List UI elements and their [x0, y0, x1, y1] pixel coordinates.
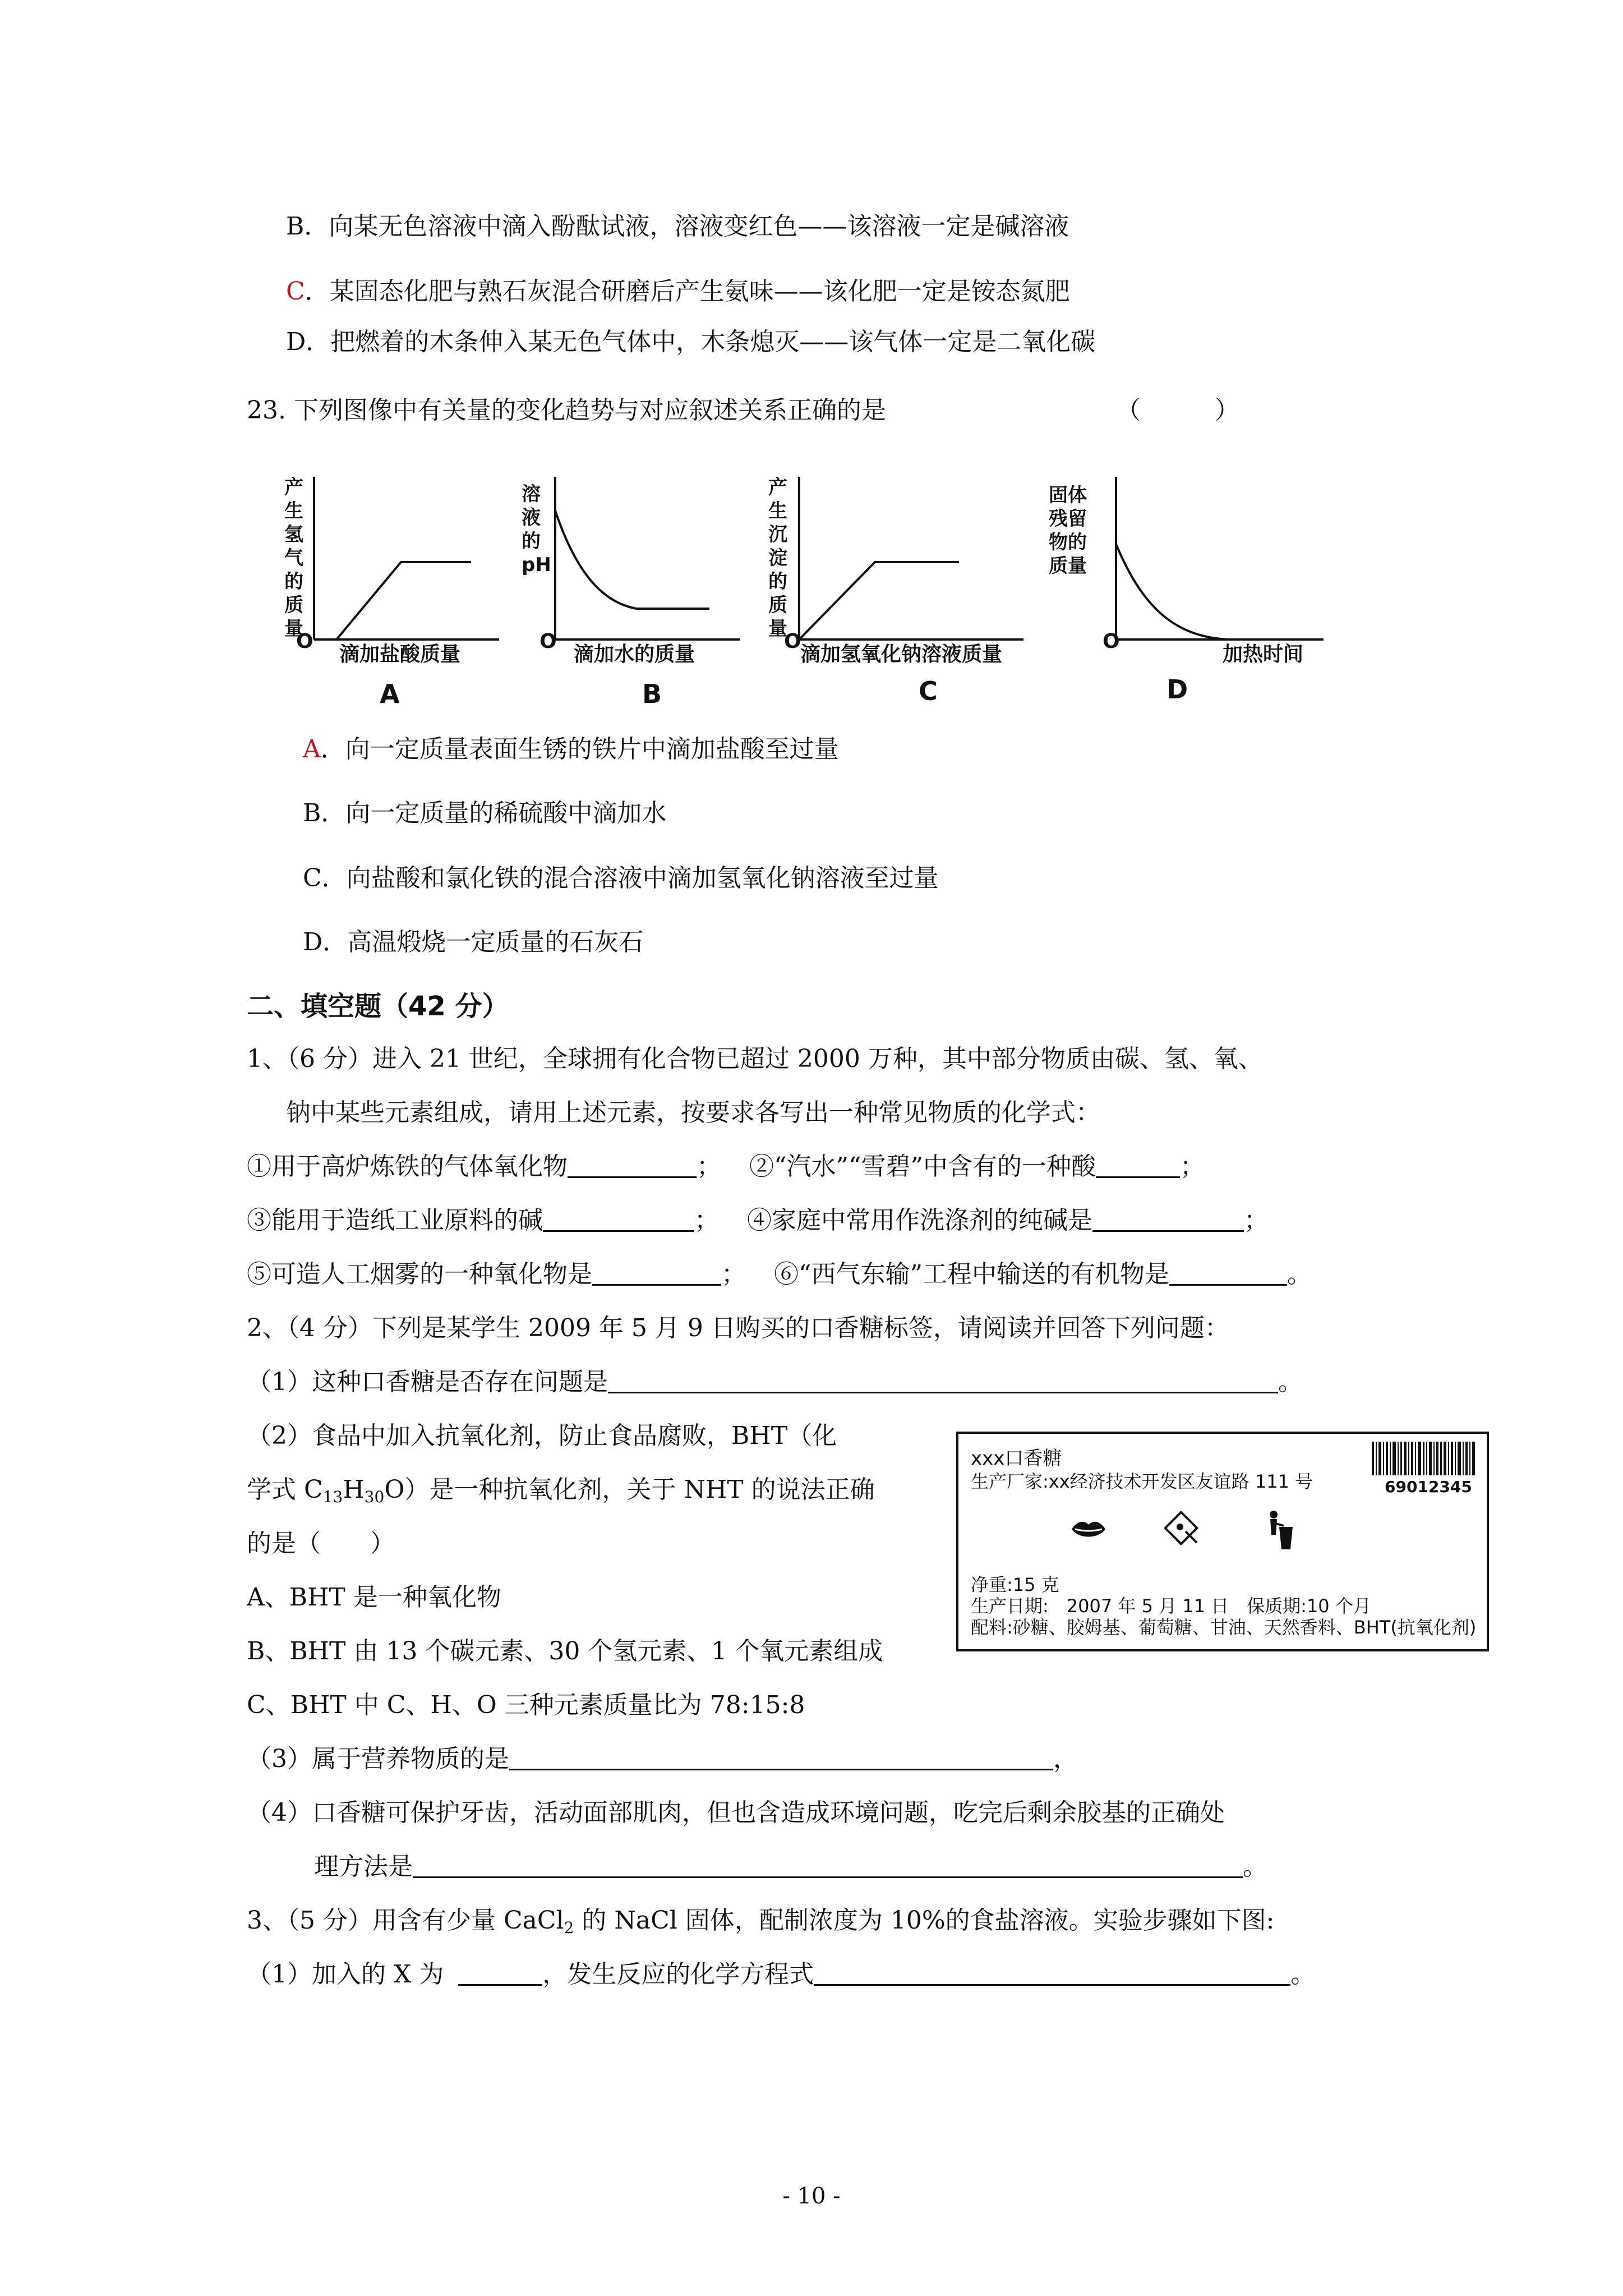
- q1-line2: 钠中某些元素组成，请用上述元素，按要求各写出一种常见物质的化学式：: [286, 1098, 1100, 1127]
- q23-option-d: D．高温煅烧一定质量的石灰石: [303, 928, 644, 956]
- graph-a-y-label: 产生氢气的质量: [284, 476, 303, 640]
- gum-label: [956, 1432, 1489, 1651]
- q2-sub1-end: 。: [1278, 1368, 1303, 1396]
- gum-label-barcode-number: 69012345: [1385, 1478, 1472, 1496]
- q1-end: 。: [1287, 1260, 1312, 1289]
- q23-option-a: [303, 735, 839, 765]
- q2-sub4-line1: （4）口香糖可保护牙齿，活动面部肌肉，但也含造成环境问题，吃完后剩余胶基的正确处: [247, 1798, 1225, 1827]
- q2-option-c: C、BHT 中 C、H、O 三种元素质量比为 78:15:8: [247, 1691, 805, 1719]
- q1-semi5: ；: [721, 1260, 746, 1289]
- q1-item5: ⑤可造人工烟雾的一种氧化物是: [247, 1260, 592, 1289]
- graph-d-x-label: 加热时间: [1223, 643, 1304, 666]
- q1-semi2: ；: [1179, 1152, 1205, 1181]
- graph-c-y-label: 产生沉淀的质量: [768, 476, 787, 640]
- graph-d-y-label: 固体残留物的质量: [1049, 484, 1087, 577]
- q2-sub2-line2-rest: O）是一种抗氧化剂，关于 NHT 的说法正确: [384, 1475, 875, 1504]
- q1-item1: ①用于高炉炼铁的气体氧化物: [247, 1152, 568, 1181]
- graph-b-y-label: 溶液的pH: [522, 483, 551, 576]
- q3-line1-sub: 2: [564, 1918, 574, 1937]
- graph-a-letter: A: [380, 679, 400, 709]
- lips-icon: [1071, 1518, 1106, 1540]
- graph-b-x-label: 滴加水的质量: [574, 643, 695, 666]
- q2-sub4-line2: [314, 1852, 1267, 1882]
- q3-line1-post: 的 NaCl 固体，配制浓度为 10%的食盐溶液。实验步骤如下图:: [574, 1906, 1275, 1935]
- q2-option-a: A、BHT 是一种氧化物: [247, 1583, 501, 1612]
- graph-d-letter: D: [1166, 674, 1188, 705]
- q1-blank6[interactable]: [1169, 1262, 1287, 1286]
- q1-item4: ④家庭中常用作洗涤剂的纯碱是: [747, 1206, 1092, 1235]
- section-heading: 二、填空题（42 分）: [247, 991, 509, 1022]
- q2-sub1-text: （1）这种口香糖是否存在问题是: [247, 1368, 608, 1396]
- q23-option-a-text: ．向一定质量表面生锈的铁片中滴加盐酸至过量: [320, 735, 839, 763]
- graph-c-origin: O: [784, 630, 801, 653]
- q3-sub1-text: （1）加入的 X 为: [247, 1960, 444, 1989]
- gum-label-weight: 净重:15 克: [971, 1574, 1059, 1595]
- q22-option-c-letter: C: [286, 277, 305, 306]
- q3-sub1-text2: ，发生反应的化学方程式: [542, 1960, 814, 1989]
- formula-h: H: [343, 1475, 365, 1504]
- graph-a-x-label: 滴加盐酸质量: [339, 643, 461, 666]
- q1-blank5[interactable]: [592, 1262, 721, 1286]
- q2-sub2-line2: [247, 1475, 875, 1507]
- graph-c: [760, 471, 1040, 707]
- q1-row2: [247, 1206, 1269, 1236]
- graph-c-letter: C: [919, 676, 938, 706]
- q22-option-c-text: ．某固态化肥与熟石灰混合研磨后产生氨味——该化肥一定是铵态氮肥: [305, 277, 1070, 306]
- q22-option-d: D．把燃着的木条伸入某无色气体中，木条熄灭——该气体一定是二氧化碳: [286, 328, 1096, 356]
- q23-stem: 23. 下列图像中有关量的变化趋势与对应叙述关系正确的是: [247, 396, 886, 425]
- q2-sub3-end: ，: [1053, 1745, 1078, 1773]
- q23-option-a-letter: A: [303, 735, 321, 763]
- formula-sub-30: 30: [364, 1488, 385, 1506]
- gum-label-ingredients: 配料:砂糖、胶姆基、葡萄糖、甘油、天然香料、BHT(抗氧化剂): [971, 1617, 1477, 1638]
- q2-sub1: [247, 1368, 1303, 1397]
- q1-line1: 1、（6 分）进入 21 世纪，全球拥有化合物已超过 2000 万种，其中部分物质由碳、氢、氧、: [247, 1045, 1263, 1073]
- q2-sub2-line1: （2）食品中加入抗氧化剂，防止食品腐败，BHT（化: [247, 1421, 837, 1450]
- q22-option-b: B．向某无色溶液中滴入酚酞试液，溶液变红色——该溶液一定是碱溶液: [286, 212, 1069, 241]
- q3-sub1-end: 。: [1290, 1960, 1316, 1989]
- graph-a: [275, 471, 510, 707]
- q2-blank1[interactable]: [608, 1369, 1278, 1393]
- q23-option-c: C．向盐酸和氯化铁的混合溶液中滴加氢氧化钠溶液至过量: [303, 864, 939, 892]
- q2-sub3-text: （3）属于营养物质的是: [247, 1745, 509, 1773]
- q2-sub3: [247, 1745, 1078, 1774]
- q2-blank4[interactable]: [413, 1854, 1243, 1878]
- q2-option-b: B、BHT 由 13 个碳元素、30 个氢元素、1 个氧元素组成: [247, 1637, 883, 1665]
- barcode-icon: [1371, 1442, 1477, 1475]
- q1-blank2[interactable]: [1096, 1154, 1180, 1178]
- graph-b-letter: B: [642, 679, 662, 709]
- q1-row3: [247, 1260, 1312, 1290]
- q1-blank4[interactable]: [1092, 1208, 1244, 1232]
- q1-semi3: ；: [694, 1206, 719, 1235]
- q1-semi4: ；: [1244, 1206, 1269, 1235]
- q3-sub1: [247, 1960, 1315, 1990]
- graph-c-x-label: 滴加氢氧化钠溶液质量: [800, 643, 1003, 666]
- q1-item6: ⑥“西气东输”工程中输送的有机物是: [774, 1260, 1169, 1289]
- q23-option-b: B．向一定质量的稀硫酸中滴加水: [303, 799, 667, 827]
- q2-line1: 2、（4 分）下列是某学生 2009 年 5 月 9 日购买的口香糖标签，请阅读并回答下列问题：: [247, 1314, 1229, 1342]
- q23-answer-paren: （ ）: [1116, 396, 1239, 425]
- q1-item3: ③能用于造纸工业原料的碱: [247, 1206, 543, 1235]
- q2-sub4-text: 理方法是: [314, 1852, 413, 1881]
- formula-c: 学式 C: [247, 1475, 323, 1504]
- graph-b-origin: O: [540, 630, 557, 653]
- gum-label-maker: 生产厂家:xx经济技术开发区友谊路 111 号: [971, 1471, 1313, 1492]
- q1-semi1: ；: [697, 1152, 721, 1181]
- q2-sub2-line3: 的是（ ）: [247, 1529, 395, 1558]
- q3-blank1[interactable]: [458, 1962, 542, 1986]
- graph-d: [1066, 471, 1335, 707]
- q3-line1: [247, 1906, 1274, 1938]
- q22-option-c: [286, 277, 1070, 307]
- q1-item2: ②“汽水”“雪碧”中含有的一种酸: [749, 1152, 1096, 1181]
- graph-d-origin: O: [1103, 630, 1120, 653]
- q1-blank1[interactable]: [568, 1154, 697, 1178]
- q1-row1: [247, 1152, 1205, 1182]
- gum-label-date: 生产日期: 2007 年 5 月 11 日 保质期:10 个月: [971, 1595, 1371, 1617]
- tooth-care-icon: [1163, 1511, 1202, 1547]
- q2-blank3[interactable]: [509, 1746, 1053, 1770]
- page-number: - 10 -: [782, 2183, 841, 2209]
- gum-label-title: xxx口香糖: [971, 1447, 1062, 1470]
- q3-blank2[interactable]: [814, 1962, 1290, 1986]
- q3-line1-pre: 3、（5 分）用含有少量 CaCl: [247, 1906, 564, 1935]
- graph-a-origin: O: [296, 630, 313, 653]
- formula-sub-13: 13: [322, 1488, 343, 1506]
- q1-blank3[interactable]: [543, 1208, 694, 1232]
- q2-sub4-end: 。: [1243, 1852, 1267, 1881]
- trash-bin-icon: [1262, 1510, 1296, 1550]
